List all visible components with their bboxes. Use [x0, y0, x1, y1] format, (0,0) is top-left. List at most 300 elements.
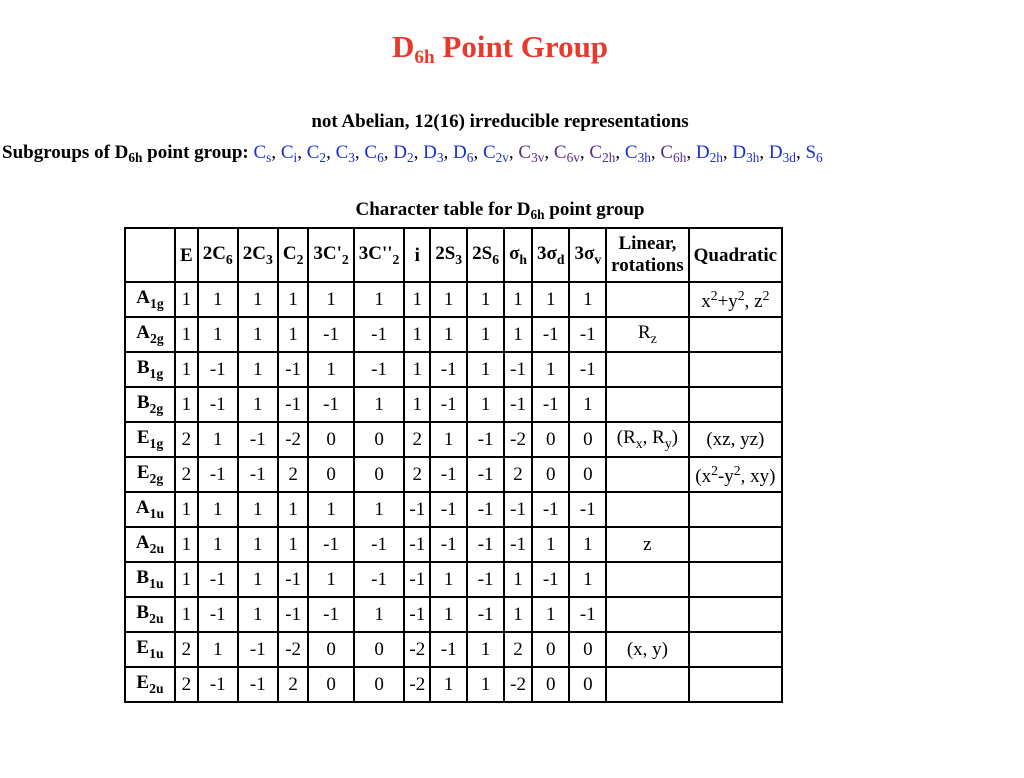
irrep-label — [125, 597, 175, 632]
irrep-symbol: A — [135, 532, 150, 554]
subgroups-line — [2, 142, 823, 166]
quadratic-cell-part: , xy) — [740, 465, 776, 487]
character-cell: -1 — [569, 492, 606, 527]
character-cell: 1 — [504, 597, 532, 632]
irrep-subscript: 2u — [149, 541, 165, 557]
quadratic-cell — [689, 282, 782, 317]
quadratic-cell-part: +y — [717, 290, 738, 312]
class-header — [569, 228, 606, 282]
class-header — [238, 228, 278, 282]
irrep-symbol: B — [136, 602, 150, 624]
character-cell: 0 — [569, 457, 606, 492]
character-cell: -1 — [198, 457, 238, 492]
quadratic-cell-part: 2 — [762, 287, 770, 303]
character-cell: 0 — [308, 632, 353, 667]
title-text: D — [391, 29, 415, 64]
character-cell: -1 — [308, 317, 353, 352]
character-cell: 1 — [354, 597, 405, 632]
subgroup-link-subscript: 6 — [377, 150, 384, 165]
character-cell: 0 — [569, 667, 606, 702]
subgroup-link-base: C — [335, 142, 349, 163]
character-cell: -1 — [467, 527, 504, 562]
class-header-symbol: 3σ — [537, 242, 557, 264]
linear-cell — [606, 282, 688, 317]
character-cell: 1 — [569, 527, 606, 562]
subgroup-link[interactable] — [281, 142, 297, 163]
character-cell: 2 — [278, 457, 309, 492]
table-row — [125, 667, 782, 702]
character-cell: -2 — [278, 422, 309, 457]
linear-cell — [606, 352, 688, 387]
character-cell: 1 — [198, 317, 238, 352]
subgroup-link[interactable] — [769, 142, 796, 163]
irrep-subscript: 2u — [149, 681, 164, 697]
character-cell: 1 — [404, 282, 430, 317]
character-cell: 2 — [175, 667, 198, 702]
subgroup-link-base: C — [280, 142, 294, 163]
class-header-subscript: 6 — [492, 251, 500, 267]
subgroup-link-base: C — [253, 142, 267, 163]
table-row — [125, 317, 782, 352]
character-cell: -2 — [504, 667, 532, 702]
irrep-symbol: E — [136, 462, 150, 484]
quadratic-cell-part: (xz, yz) — [706, 429, 765, 450]
irrep-subscript: 1u — [149, 506, 165, 522]
subgroup-link-base: D — [423, 142, 437, 163]
linear-cell-part: R — [638, 322, 651, 344]
character-cell: -1 — [354, 562, 405, 597]
class-header-subscript: 2 — [392, 251, 400, 267]
class-header-symbol: σ — [509, 242, 520, 264]
quadratic-cell-part: 2 — [711, 462, 718, 478]
class-header-symbol: 2C — [242, 242, 266, 264]
linear-cell — [606, 387, 688, 422]
character-cell: 1 — [467, 632, 504, 667]
class-header-subscript: 3 — [266, 251, 273, 267]
class-header-subscript: 2 — [341, 251, 349, 267]
quadratic-cell — [689, 492, 782, 527]
subgroup-link-subscript: 2 — [407, 150, 414, 165]
irrep-label — [125, 387, 175, 422]
character-cell: -1 — [430, 632, 467, 667]
subgroup-link[interactable] — [364, 142, 383, 163]
character-cell: 0 — [532, 632, 569, 667]
irrep-subscript: 2g — [150, 331, 164, 347]
character-cell: -1 — [467, 562, 504, 597]
character-cell: 1 — [467, 387, 504, 422]
character-cell: 0 — [354, 667, 405, 702]
linear-header-line1: Linear, — [618, 233, 677, 255]
class-header-subscript: h — [519, 251, 528, 267]
character-cell: -1 — [354, 352, 405, 387]
subgroup-link[interactable] — [554, 142, 580, 163]
linear-cell — [606, 597, 688, 632]
subgroup-link-base: D — [393, 142, 407, 163]
character-cell: 1 — [238, 352, 278, 387]
character-cell: -2 — [504, 422, 532, 457]
table-row — [125, 527, 782, 562]
quadratic-cell — [689, 317, 782, 352]
character-cell: 0 — [532, 667, 569, 702]
class-header-subscript: 6 — [225, 251, 233, 267]
title-subscript: 6h — [414, 47, 435, 68]
character-cell: 1 — [198, 632, 238, 667]
irrep-symbol: B — [136, 392, 150, 414]
subgroup-link-base: D — [695, 142, 710, 163]
character-table — [124, 227, 783, 703]
quadratic-cell-part: 2 — [733, 462, 741, 478]
linear-cell-part: (x, y) — [626, 639, 668, 660]
character-cell: 1 — [404, 317, 430, 352]
table-row — [125, 492, 782, 527]
irrep-label — [125, 527, 175, 562]
character-cell: -1 — [404, 562, 430, 597]
quadratic-header: Quadratic — [689, 228, 782, 282]
character-cell: -1 — [278, 387, 309, 422]
character-cell: 1 — [278, 492, 309, 527]
irrep-subscript: 1u — [149, 646, 164, 662]
character-cell: 0 — [308, 422, 353, 457]
character-cell: 1 — [430, 422, 467, 457]
character-cell: 1 — [532, 597, 569, 632]
character-cell: -1 — [278, 352, 309, 387]
subgroup-link-subscript: 3h — [637, 150, 651, 165]
character-cell: 1 — [467, 667, 504, 702]
character-cell: 1 — [198, 282, 238, 317]
character-cell: -1 — [504, 387, 532, 422]
character-cell: 1 — [238, 527, 278, 562]
character-cell: 1 — [569, 282, 606, 317]
linear-cell — [606, 632, 688, 667]
character-cell: -1 — [404, 527, 430, 562]
character-cell: 1 — [404, 387, 430, 422]
character-cell: 0 — [308, 667, 353, 702]
quadratic-cell-part: , z — [744, 290, 763, 312]
quadratic-cell — [689, 597, 782, 632]
subgroup-link[interactable] — [253, 142, 271, 163]
irrep-symbol: E — [136, 637, 150, 659]
subgroup-link-base: C — [624, 142, 638, 163]
table-row — [125, 422, 782, 457]
class-header-symbol: E — [180, 244, 193, 266]
character-cell: 1 — [504, 282, 532, 317]
character-cell: 1 — [175, 562, 198, 597]
page-title — [0, 28, 1000, 69]
subgroup-link-base: C — [589, 142, 603, 163]
character-cell: 2 — [175, 422, 198, 457]
character-cell: 1 — [175, 282, 198, 317]
irrep-label — [125, 422, 175, 457]
subgroup-link-base: D — [732, 142, 747, 163]
character-cell: 1 — [430, 317, 467, 352]
character-cell: -1 — [467, 422, 504, 457]
table-row — [125, 282, 782, 317]
subgroup-link-subscript: 2v — [495, 150, 509, 165]
character-cell: 0 — [308, 457, 353, 492]
linear-cell — [606, 457, 688, 492]
irrep-subscript: 1g — [149, 366, 164, 382]
class-header-subscript: v — [594, 251, 602, 267]
quadratic-cell — [689, 387, 782, 422]
character-cell: -1 — [238, 632, 278, 667]
character-cell: 1 — [308, 492, 353, 527]
quadratic-cell — [689, 352, 782, 387]
character-cell: 1 — [504, 562, 532, 597]
character-cell: 1 — [278, 317, 309, 352]
class-header — [504, 228, 532, 282]
character-cell: -1 — [308, 527, 353, 562]
character-cell: 2 — [175, 632, 198, 667]
character-cell: -1 — [238, 457, 278, 492]
character-cell: -1 — [404, 597, 430, 632]
table-body — [125, 282, 782, 702]
quadratic-cell-part: -y — [717, 465, 734, 487]
subgroup-link[interactable] — [336, 142, 355, 163]
subgroup-link-subscript: i — [293, 150, 298, 165]
subgroup-link[interactable] — [483, 142, 509, 163]
character-cell: 1 — [238, 492, 278, 527]
character-cell: 1 — [467, 317, 504, 352]
character-cell: 1 — [430, 597, 467, 632]
irrep-symbol: E — [136, 672, 150, 694]
character-cell: 1 — [467, 282, 504, 317]
character-cell: -1 — [238, 422, 278, 457]
table-row — [125, 352, 782, 387]
linear-cell-part: (R — [616, 427, 636, 449]
subgroups-label: Subgroups of $D_{6h}$ point group: — [2, 142, 249, 165]
character-cell: -1 — [198, 597, 238, 632]
character-cell: -1 — [308, 387, 353, 422]
subgroup-link[interactable] — [625, 142, 651, 163]
irrep-label — [125, 352, 175, 387]
character-cell: 1 — [354, 282, 405, 317]
quadratic-cell-part: 2 — [710, 287, 718, 303]
class-header — [532, 228, 569, 282]
character-cell: 1 — [175, 352, 198, 387]
character-cell: 0 — [354, 632, 405, 667]
irrep-label — [125, 492, 175, 527]
irrep-symbol: B — [136, 567, 150, 589]
irrep-subscript: 1u — [149, 576, 164, 592]
subgroup-link[interactable] — [393, 142, 413, 163]
subgroup-link[interactable] — [518, 142, 544, 163]
class-header-symbol: 2S — [472, 242, 493, 264]
character-cell: -1 — [308, 597, 353, 632]
character-cell: 1 — [569, 562, 606, 597]
character-cell: 1 — [569, 387, 606, 422]
character-cell: -1 — [430, 527, 467, 562]
character-cell: -1 — [198, 352, 238, 387]
subgroup-link-subscript: 3v — [531, 150, 545, 165]
class-header — [404, 228, 430, 282]
character-cell: 1 — [504, 317, 532, 352]
irrep-symbol: A — [136, 322, 151, 344]
class-header — [430, 228, 467, 282]
character-cell: -2 — [404, 667, 430, 702]
character-cell: 2 — [278, 667, 309, 702]
character-cell: 1 — [308, 562, 353, 597]
subgroup-link[interactable] — [307, 142, 326, 163]
subgroup-link-subscript: 3d — [782, 150, 796, 165]
character-cell: -1 — [278, 562, 309, 597]
irrep-label — [125, 457, 175, 492]
character-cell: 1 — [238, 387, 278, 422]
subgroup-link-subscript: s — [266, 150, 272, 165]
linear-rotations-header — [606, 228, 688, 282]
character-cell: -1 — [532, 317, 569, 352]
character-cell: 1 — [308, 282, 353, 317]
table-row — [125, 562, 782, 597]
table-caption: Character table for $D_{6h}$ point group — [355, 199, 645, 222]
character-cell: 1 — [198, 492, 238, 527]
class-header — [175, 228, 198, 282]
subgroup-link-subscript: 2h — [709, 150, 723, 165]
irrep-symbol: A — [136, 287, 151, 309]
character-cell: -1 — [430, 352, 467, 387]
class-header — [278, 228, 309, 282]
subgroup-links: $C_s$, $C_i$, $C_2$, $C_3$, $C_6$, $D_2$, $D_3$, $D_6$, $C_{2v}$, $C_{3v}$, $C_{6v}$, $C_{2h}$, $C_{3h}$, $C_{6h}$, $D_{2h}$, $D_{3h}$, $D_{3d}$, $S_6$ — [253, 142, 823, 165]
linear-cell-part: x — [635, 436, 643, 452]
quadratic-cell — [689, 527, 782, 562]
class-header — [198, 228, 238, 282]
character-cell: -1 — [569, 317, 606, 352]
subgroup-link[interactable] — [423, 142, 443, 163]
character-cell: -1 — [569, 352, 606, 387]
character-cell: -1 — [404, 492, 430, 527]
character-cell: 0 — [532, 422, 569, 457]
subgroup-link[interactable] — [805, 142, 822, 163]
character-cell: -1 — [532, 387, 569, 422]
class-header-subscript: 2 — [296, 251, 304, 267]
irrep-symbol: B — [136, 357, 150, 379]
character-cell: -1 — [278, 597, 309, 632]
irrep-symbol: A — [135, 497, 150, 519]
subgroup-link-base: C — [306, 142, 320, 163]
character-cell: 1 — [238, 597, 278, 632]
subgroup-link-subscript: 3 — [348, 150, 355, 165]
quadratic-cell-part: x — [701, 290, 711, 312]
irrep-label — [125, 317, 175, 352]
table-row — [125, 632, 782, 667]
quadratic-cell — [689, 457, 782, 492]
character-cell: 1 — [278, 527, 309, 562]
subgroup-link[interactable] — [696, 142, 723, 163]
character-cell: 1 — [467, 352, 504, 387]
subgroup-link[interactable] — [453, 142, 473, 163]
character-cell: 1 — [278, 282, 309, 317]
irrep-label — [125, 562, 175, 597]
character-cell: 1 — [198, 422, 238, 457]
character-cell: 1 — [175, 527, 198, 562]
character-cell: -2 — [404, 632, 430, 667]
subgroup-link[interactable] — [589, 142, 615, 163]
title-rest: Point Group — [434, 29, 609, 64]
corner-cell — [125, 228, 175, 282]
subgroup-link-subscript: 2h — [602, 150, 616, 165]
subgroup-link-base: C — [660, 142, 674, 163]
character-cell: 1 — [430, 562, 467, 597]
irrep-subscript: 1g — [150, 296, 164, 312]
class-header — [308, 228, 353, 282]
subgroup-link-base: C — [518, 142, 532, 163]
linear-cell — [606, 422, 688, 457]
subgroup-link[interactable] — [732, 142, 759, 163]
irrep-subscript: 2u — [149, 611, 164, 627]
character-cell: 2 — [175, 457, 198, 492]
subgroup-link-base: C — [553, 142, 567, 163]
linear-cell-part: z — [643, 534, 652, 555]
table-row — [125, 597, 782, 632]
character-cell: -1 — [354, 527, 405, 562]
class-header-symbol: 3C' — [313, 242, 342, 264]
character-cell: 2 — [404, 457, 430, 492]
quadratic-cell — [689, 632, 782, 667]
character-cell: 1 — [175, 387, 198, 422]
subgroup-link-base: C — [482, 142, 496, 163]
linear-cell-part: ) — [671, 427, 678, 449]
character-cell: 1 — [175, 597, 198, 632]
character-cell: 1 — [308, 352, 353, 387]
irrep-label — [125, 667, 175, 702]
class-header-symbol: i — [414, 244, 420, 266]
subgroup-link-base: S — [805, 142, 817, 163]
character-cell: 1 — [532, 352, 569, 387]
character-cell: 2 — [404, 422, 430, 457]
table-row — [125, 387, 782, 422]
character-cell: 2 — [504, 632, 532, 667]
subgroup-link-subscript: 6v — [566, 150, 580, 165]
linear-cell — [606, 562, 688, 597]
quadratic-cell — [689, 667, 782, 702]
character-cell: -1 — [430, 387, 467, 422]
character-cell: 0 — [532, 457, 569, 492]
character-cell: -1 — [354, 317, 405, 352]
character-cell: 1 — [238, 562, 278, 597]
subgroup-link-subscript: 6 — [466, 150, 474, 165]
table-row — [125, 457, 782, 492]
character-cell: 1 — [175, 317, 198, 352]
irrep-subscript: 1g — [149, 436, 164, 452]
character-cell: -1 — [504, 352, 532, 387]
abelian-info: not Abelian, 12(16) irreducible representations — [311, 111, 689, 132]
irrep-label — [125, 632, 175, 667]
character-cell: -1 — [504, 492, 532, 527]
character-cell: 2 — [504, 457, 532, 492]
character-cell: 1 — [532, 527, 569, 562]
character-cell: -1 — [467, 597, 504, 632]
irrep-label — [125, 282, 175, 317]
subgroup-link[interactable] — [660, 142, 686, 163]
subgroup-link-base: D — [768, 142, 783, 163]
class-header-symbol: 3C'' — [358, 242, 393, 264]
character-cell: 1 — [430, 282, 467, 317]
character-cell: -1 — [569, 597, 606, 632]
subgroup-link-subscript: 3h — [746, 150, 760, 165]
character-cell: 0 — [569, 632, 606, 667]
character-cell: -1 — [198, 562, 238, 597]
character-cell: 1 — [354, 387, 405, 422]
character-cell: 1 — [198, 527, 238, 562]
quadratic-cell — [689, 422, 782, 457]
class-header-symbol: 3σ — [574, 242, 595, 264]
class-header — [467, 228, 504, 282]
subgroup-link-subscript: 6 — [816, 150, 823, 165]
character-cell: -1 — [238, 667, 278, 702]
irrep-subscript: 2g — [149, 471, 164, 487]
table-header-row — [125, 228, 782, 282]
character-cell: 1 — [404, 352, 430, 387]
character-cell: 1 — [238, 282, 278, 317]
